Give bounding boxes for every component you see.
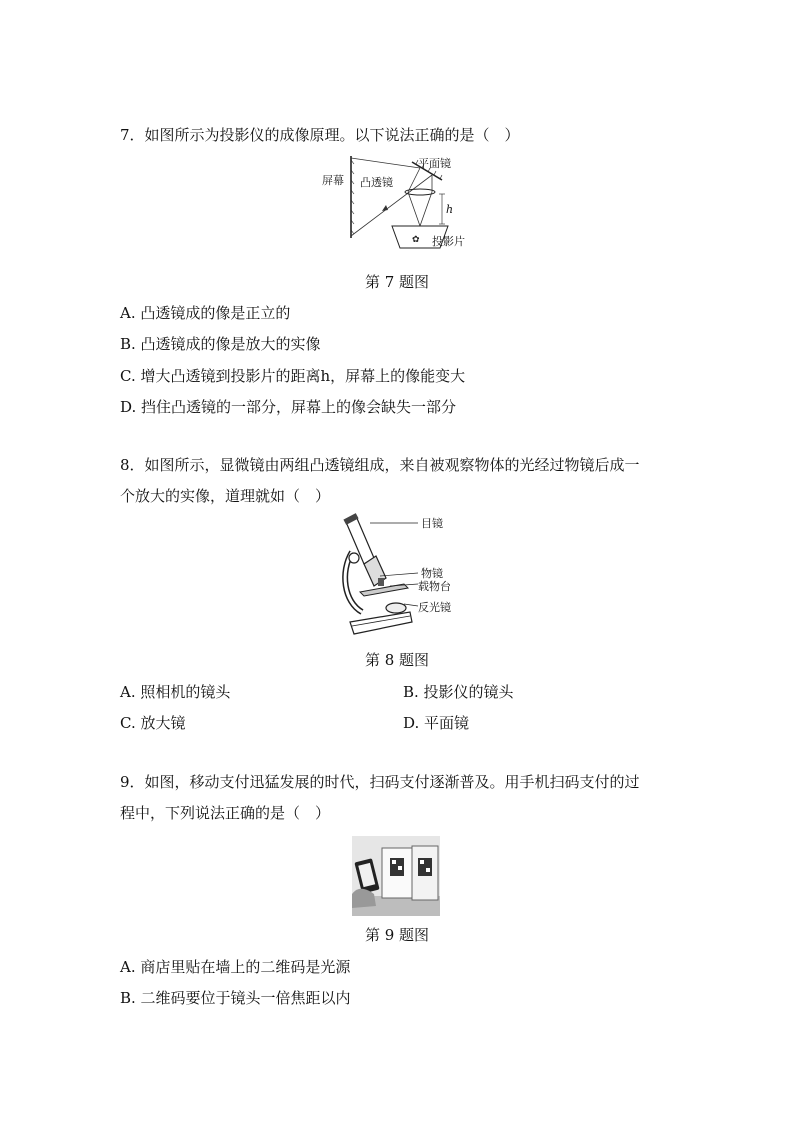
- label-eyepiece: 目镜: [421, 517, 443, 530]
- q8-option-d: D. 平面镜: [403, 714, 470, 732]
- microscope-leader-lines: [370, 518, 420, 618]
- q9-option-b: B. 二维码要位于镜头一倍焦距以内: [120, 989, 351, 1007]
- label-h: h: [446, 203, 454, 216]
- label-plane-mirror: 平面镜: [418, 157, 451, 170]
- svg-text:✿: ✿: [412, 235, 420, 245]
- label-convex-lens: 凸透镜: [360, 176, 393, 189]
- q9-stem-line2: 程中，下列说法正确的是（ ）: [120, 804, 331, 822]
- q9-caption: 第 9 题图: [364, 926, 430, 944]
- label-objective: 物镜: [421, 567, 443, 580]
- q8-option-c: C. 放大镜: [120, 714, 186, 732]
- q9-stem-line1: 9．如图，移动支付迅猛发展的时代，扫码支付逐渐普及。用手机扫码支付的过: [120, 773, 640, 791]
- q8-caption: 第 8 题图: [364, 651, 430, 669]
- q9-option-a: A. 商店里贴在墙上的二维码是光源: [120, 958, 351, 976]
- label-screen: 屏幕: [322, 174, 344, 187]
- qr-payment-photo: [352, 836, 440, 916]
- q7-option-c: C. 增大凸透镜到投影片的距离h，屏幕上的像能变大: [120, 367, 466, 385]
- q8-stem-line2: 个放大的实像，道理就如（ ）: [120, 487, 331, 505]
- q8-option-b: B. 投影仪的镜头: [403, 683, 514, 701]
- q8-option-a: A. 照相机的镜头: [120, 683, 231, 701]
- label-mirror: 反光镜: [418, 601, 451, 614]
- q7-option-b: B. 凸透镜成的像是放大的实像: [120, 335, 321, 353]
- q7-option-a: A. 凸透镜成的像是正立的: [120, 304, 291, 322]
- label-stage: 载物台: [418, 580, 451, 593]
- q7-caption: 第 7 题图: [364, 273, 430, 291]
- q7-option-d: D. 挡住凸透镜的一部分，屏幕上的像会缺失一部分: [120, 398, 457, 416]
- q8-stem-line1: 8．如图所示，显微镜由两组凸透镜组成，来自被观察物体的光经过物镜后成一: [120, 456, 640, 474]
- label-slide: 投影片: [432, 235, 465, 248]
- q7-stem: 7．如图所示为投影仪的成像原理。以下说法正确的是（ ）: [120, 126, 520, 144]
